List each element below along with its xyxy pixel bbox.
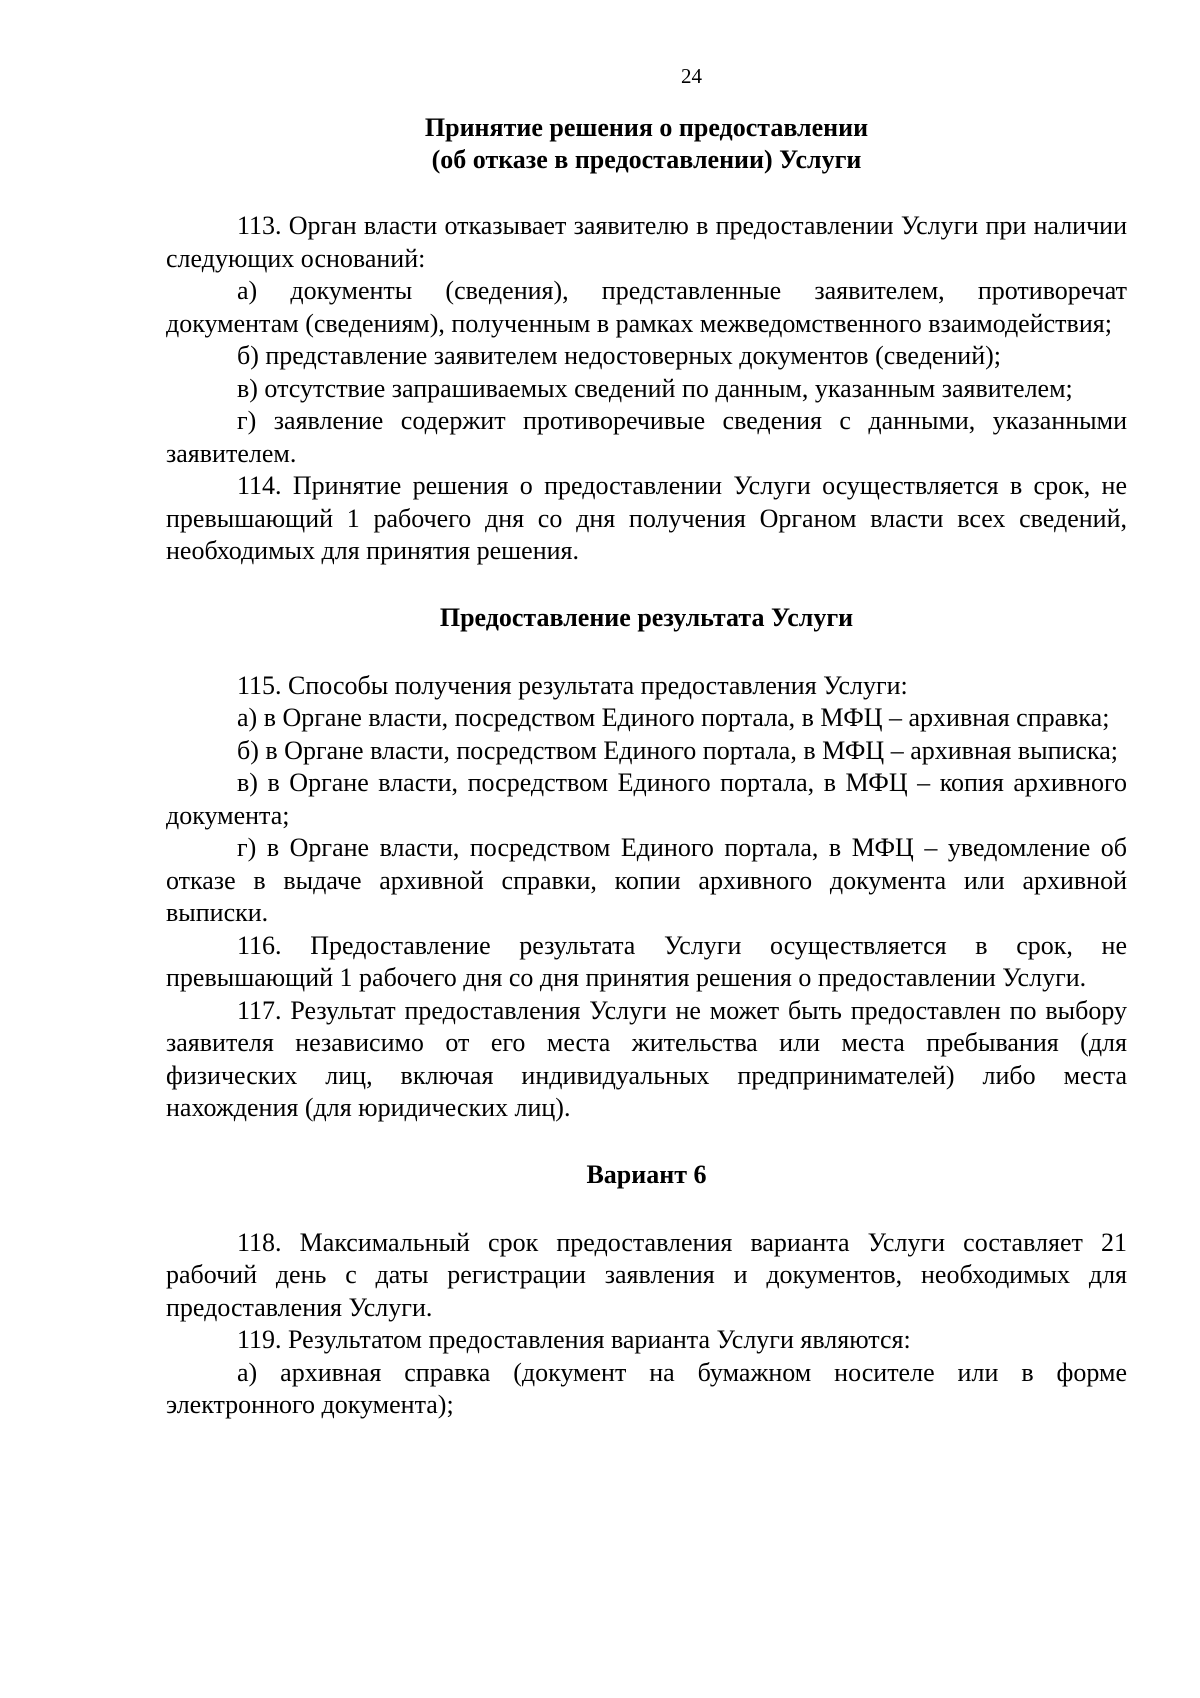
- page-number: 24: [681, 64, 702, 88]
- paragraph-119: 119. Результатом предоставления варианта Услуги являются:: [237, 1325, 911, 1354]
- paragraph-113-g: г) заявление содержит противоречивые сведения с данными, указанными заявителем.: [166, 406, 1127, 468]
- section-title-line1: Принятие решения о предоставлении: [424, 113, 869, 142]
- paragraph-115-v: в) в Органе власти, посредством Единого портала, в МФЦ – копия архивного документа;: [166, 768, 1127, 830]
- paragraph-115-b: б) в Органе власти, посредством Единого портала, в МФЦ – архивная выписка;: [237, 735, 1118, 765]
- section-spacer: [166, 1125, 1127, 1159]
- paragraph-114: 114. Принятие решения о предоставлении Услуги осуществляется в срок, не превышающий 1 рабочего дня со дня получения Органом власти всех сведений, необходимых для принятия решения.: [166, 471, 1127, 565]
- paragraph-113-v: в) отсутствие запрашиваемых сведений по данным, указанным заявителем;: [237, 373, 1073, 403]
- document-page: [166, 62, 1127, 1422]
- paragraph-113-b: б) представление заявителем недостоверных документов (сведений);: [237, 341, 1001, 370]
- paragraph-117: 117. Результат предоставления Услуги не может быть предоставлен по выбору заявителя независимо от его места жительства или места пребывания (для физических лиц, включая индивидуальных предпринимателей) либо места нахождения (для юридических лиц).: [166, 995, 1127, 1122]
- paragraph-116: 116. Предоставление результата Услуги осуществляется в срок, не превышающий 1 рабочего дня со дня принятия решения о предоставлении Услуги.: [166, 930, 1127, 992]
- paragraph-113: 113. Орган власти отказывает заявителю в предоставлении Услуги при наличии следующих оснований:: [166, 211, 1127, 273]
- section-spacer: [166, 568, 1127, 602]
- paragraph-115: 115. Способы получения результата предоставления Услуги:: [237, 670, 908, 700]
- paragraph-115-a: а) в Органе власти, посредством Единого портала, в МФЦ – архивная справка;: [237, 703, 1110, 732]
- section-title-result: Предоставление результата Услуги: [439, 602, 854, 632]
- section-title-variant-6: Вариант 6: [586, 1159, 707, 1189]
- paragraph-115-g: г) в Органе власти, посредством Единого портала, в МФЦ – уведомление об отказе в выдаче архивной справки, копии архивного документа или архивной выписки.: [166, 833, 1127, 927]
- section-heading-decision: [166, 112, 1127, 176]
- paragraph-119-a: а) архивная справка (документ на бумажном носителе или в форме электронного документа);: [166, 1357, 1127, 1419]
- paragraph-113-a: а) документы (сведения), представленные заявителем, противоречат документам (сведениям), полученным в рамках межведомственного взаимодействия;: [166, 276, 1127, 338]
- section-title-line2: (об отказе в предоставлении) Услуги: [431, 145, 862, 174]
- paragraph-118: 118. Максимальный срок предоставления варианта Услуги составляет 21 рабочий день с даты регистрации заявления и документов, необходимых для предоставления Услуги.: [166, 1227, 1127, 1322]
